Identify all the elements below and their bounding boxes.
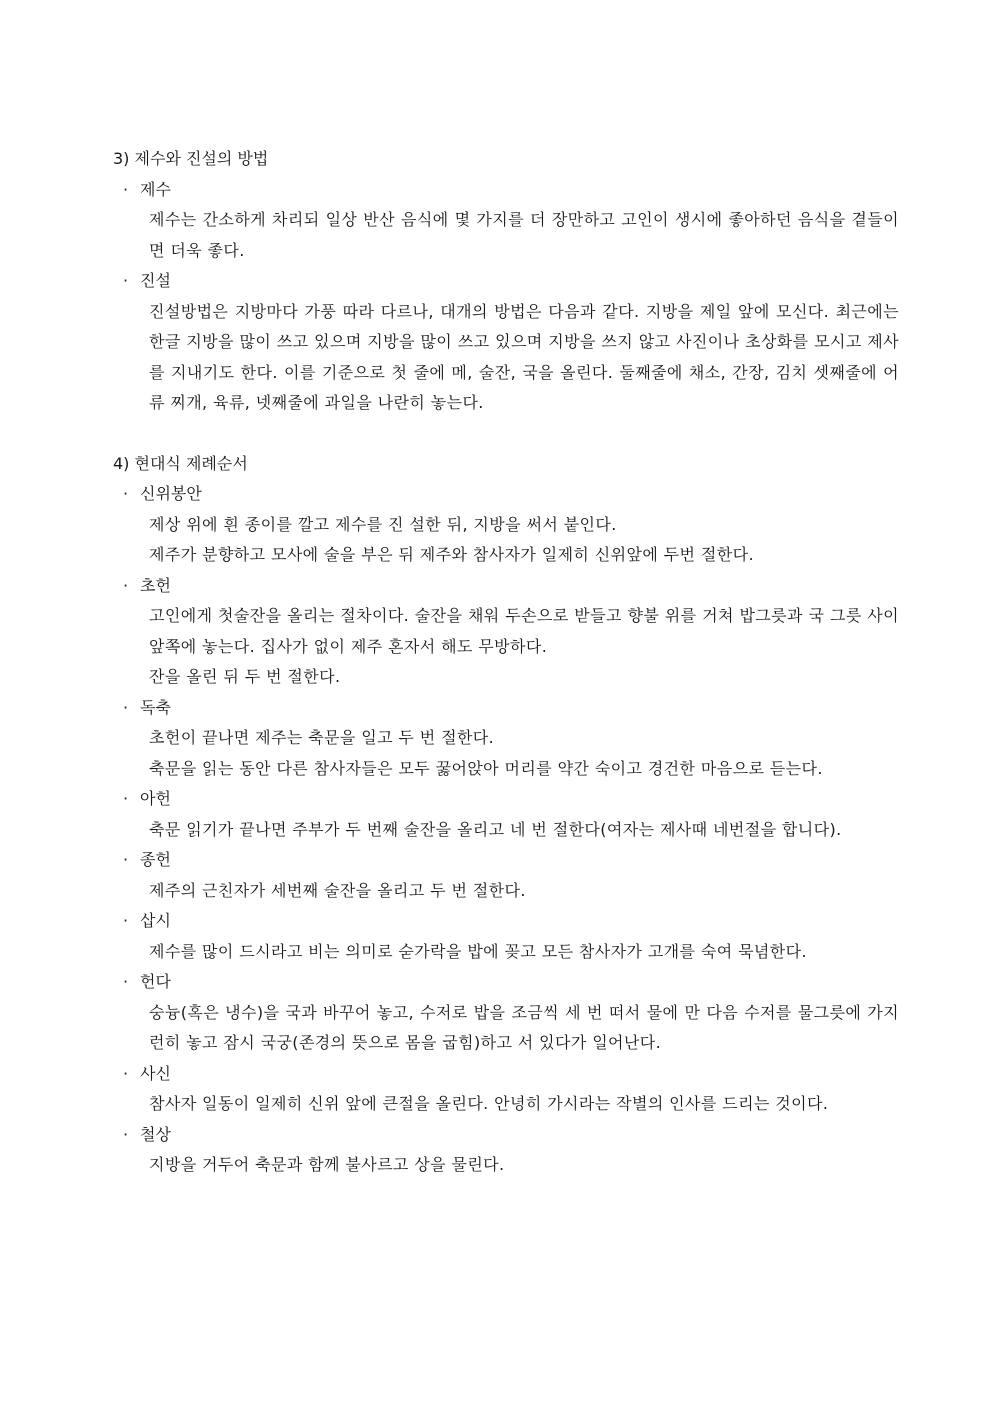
bullet-dot-icon: · — [123, 484, 129, 503]
body-paragraph: 제수는 간소하게 차리되 일상 반산 음식에 몇 가지를 더 장만하고 고인이 생시에 좋아하던 음식을 곁들이면 더욱 좋다. — [149, 210, 899, 260]
subsection-label: 신위봉안 — [140, 484, 202, 503]
subsection-label: 제수 — [140, 179, 171, 199]
subsection-label: 독축 — [140, 697, 171, 717]
subsection — [113, 479, 899, 571]
body-paragraph: 참사자 일동이 일제히 신위 앞에 큰절을 올린다. 안녕히 가시라는 작별의 인사를 드리는 것이다. — [149, 1094, 829, 1113]
subsection-heading — [113, 571, 899, 602]
section — [113, 449, 899, 1181]
subsection-label: 헌다 — [140, 972, 171, 991]
section-title: 4) 현대식 제례순서 — [113, 453, 248, 473]
subsection-heading — [113, 967, 899, 998]
body-paragraph: 축문을 읽는 동안 다른 참사자들은 모두 꿇어앉아 머리를 약간 숙이고 경건한 마음으로 듣는다. — [149, 758, 823, 778]
bullet-dot-icon: · — [123, 1063, 129, 1083]
body-paragraph: 지방을 거두어 축문과 함께 불사르고 상을 물린다. — [149, 1155, 505, 1174]
body-paragraph: 초헌이 끝나면 제주는 축문을 일고 두 번 절한다. — [149, 728, 495, 747]
body-paragraph: 제상 위에 흰 종이를 깔고 제수를 진 설한 뒤, 지방을 써서 붙인다. — [149, 514, 617, 534]
subsection-heading — [113, 266, 899, 297]
bullet-dot-icon: · — [123, 850, 129, 869]
subsection — [113, 1120, 899, 1181]
subsection-label: 사신 — [140, 1063, 171, 1083]
subsection — [113, 175, 899, 267]
subsection-heading — [113, 845, 899, 876]
bullet-dot-icon: · — [123, 179, 129, 199]
subsection — [113, 266, 899, 419]
subsection-heading — [113, 1120, 899, 1151]
subsection — [113, 906, 899, 967]
section — [113, 144, 899, 419]
section-title: 3) 제수와 진설의 방법 — [113, 149, 269, 168]
section-spacer — [113, 419, 899, 449]
subsection-heading — [113, 175, 899, 206]
bullet-dot-icon: · — [123, 271, 129, 290]
bullet-dot-icon: · — [123, 1124, 129, 1144]
subsection-label: 철상 — [140, 1124, 171, 1144]
bullet-dot-icon: · — [123, 575, 129, 595]
subsection-heading — [113, 693, 899, 724]
body-paragraph: 진설방법은 지방마다 가풍 따라 다르나, 대개의 방법은 다음과 같다. 지방을 제일 앞에 모신다. 최근에는 한글 지방을 많이 쓰고 있으며 지방을 많이 쓰고 있으며 지방을 쓰지 않고 사진이나 초상화를 모시고 제사를 지내기도 한다. 이를 기준으로 첫 줄에 메, 술잔, 국을 올린다. 둘째줄에 채소, 간장, 김치 셋째줄에 어류 찌개, 육류, 넷째줄에 과일을 나란히 놓는다. — [149, 301, 899, 412]
subsection-label: 진설 — [140, 271, 171, 290]
body-paragraph: 제주의 근친자가 세번째 술잔을 올리고 두 번 절한다. — [149, 880, 526, 900]
subsection-label: 초헌 — [140, 575, 171, 595]
document-body — [113, 144, 899, 1181]
body-paragraph: 제주가 분향하고 모사에 술을 부은 뒤 제주와 참사자가 일제히 신위앞에 두번 절한다. — [149, 545, 754, 564]
subsection — [113, 784, 899, 845]
body-paragraph: 숭늉(혹은 냉수)을 국과 바꾸어 놓고, 수저로 밥을 조금씩 세 번 떠서 물에 만 다음 수저를 물그릇에 가지런히 놓고 잠시 국궁(존경의 뜻으로 몸을 굽힘)하고 서 있다가 일어난다. — [149, 1002, 899, 1052]
bullet-dot-icon: · — [123, 911, 129, 930]
bullet-dot-icon: · — [123, 697, 129, 717]
subsection — [113, 693, 899, 785]
bullet-dot-icon: · — [123, 789, 129, 808]
body-paragraph: 잔을 올린 뒤 두 번 절한다. — [149, 667, 341, 686]
body-paragraph: 제수를 많이 드시라고 비는 의미로 숟가락을 밥에 꽂고 모든 참사자가 고개를 숙여 묵념한다. — [149, 941, 807, 961]
subsection-heading — [113, 906, 899, 937]
bullet-dot-icon: · — [123, 972, 129, 991]
subsection-label: 아헌 — [140, 789, 171, 808]
body-paragraph: 축문 읽기가 끝나면 주부가 두 번째 술잔을 올리고 네 번 절한다(여자는 제사때 네번절을 합니다). — [149, 819, 842, 839]
subsection-label: 종헌 — [140, 850, 171, 869]
body-paragraph: 고인에게 첫술잔을 올리는 절차이다. 술잔을 채워 두손으로 받들고 향불 위를 거쳐 밥그릇과 국 그릇 사이 앞쪽에 놓는다. 집사가 없이 제주 혼자서 해도 무방하다. — [149, 606, 899, 656]
subsection-heading — [113, 784, 899, 815]
subsection — [113, 1059, 899, 1120]
subsection-heading — [113, 479, 899, 510]
subsection — [113, 967, 899, 1059]
subsection — [113, 571, 899, 693]
subsection-label: 삽시 — [140, 911, 171, 930]
subsection-heading — [113, 1059, 899, 1090]
subsection — [113, 845, 899, 906]
